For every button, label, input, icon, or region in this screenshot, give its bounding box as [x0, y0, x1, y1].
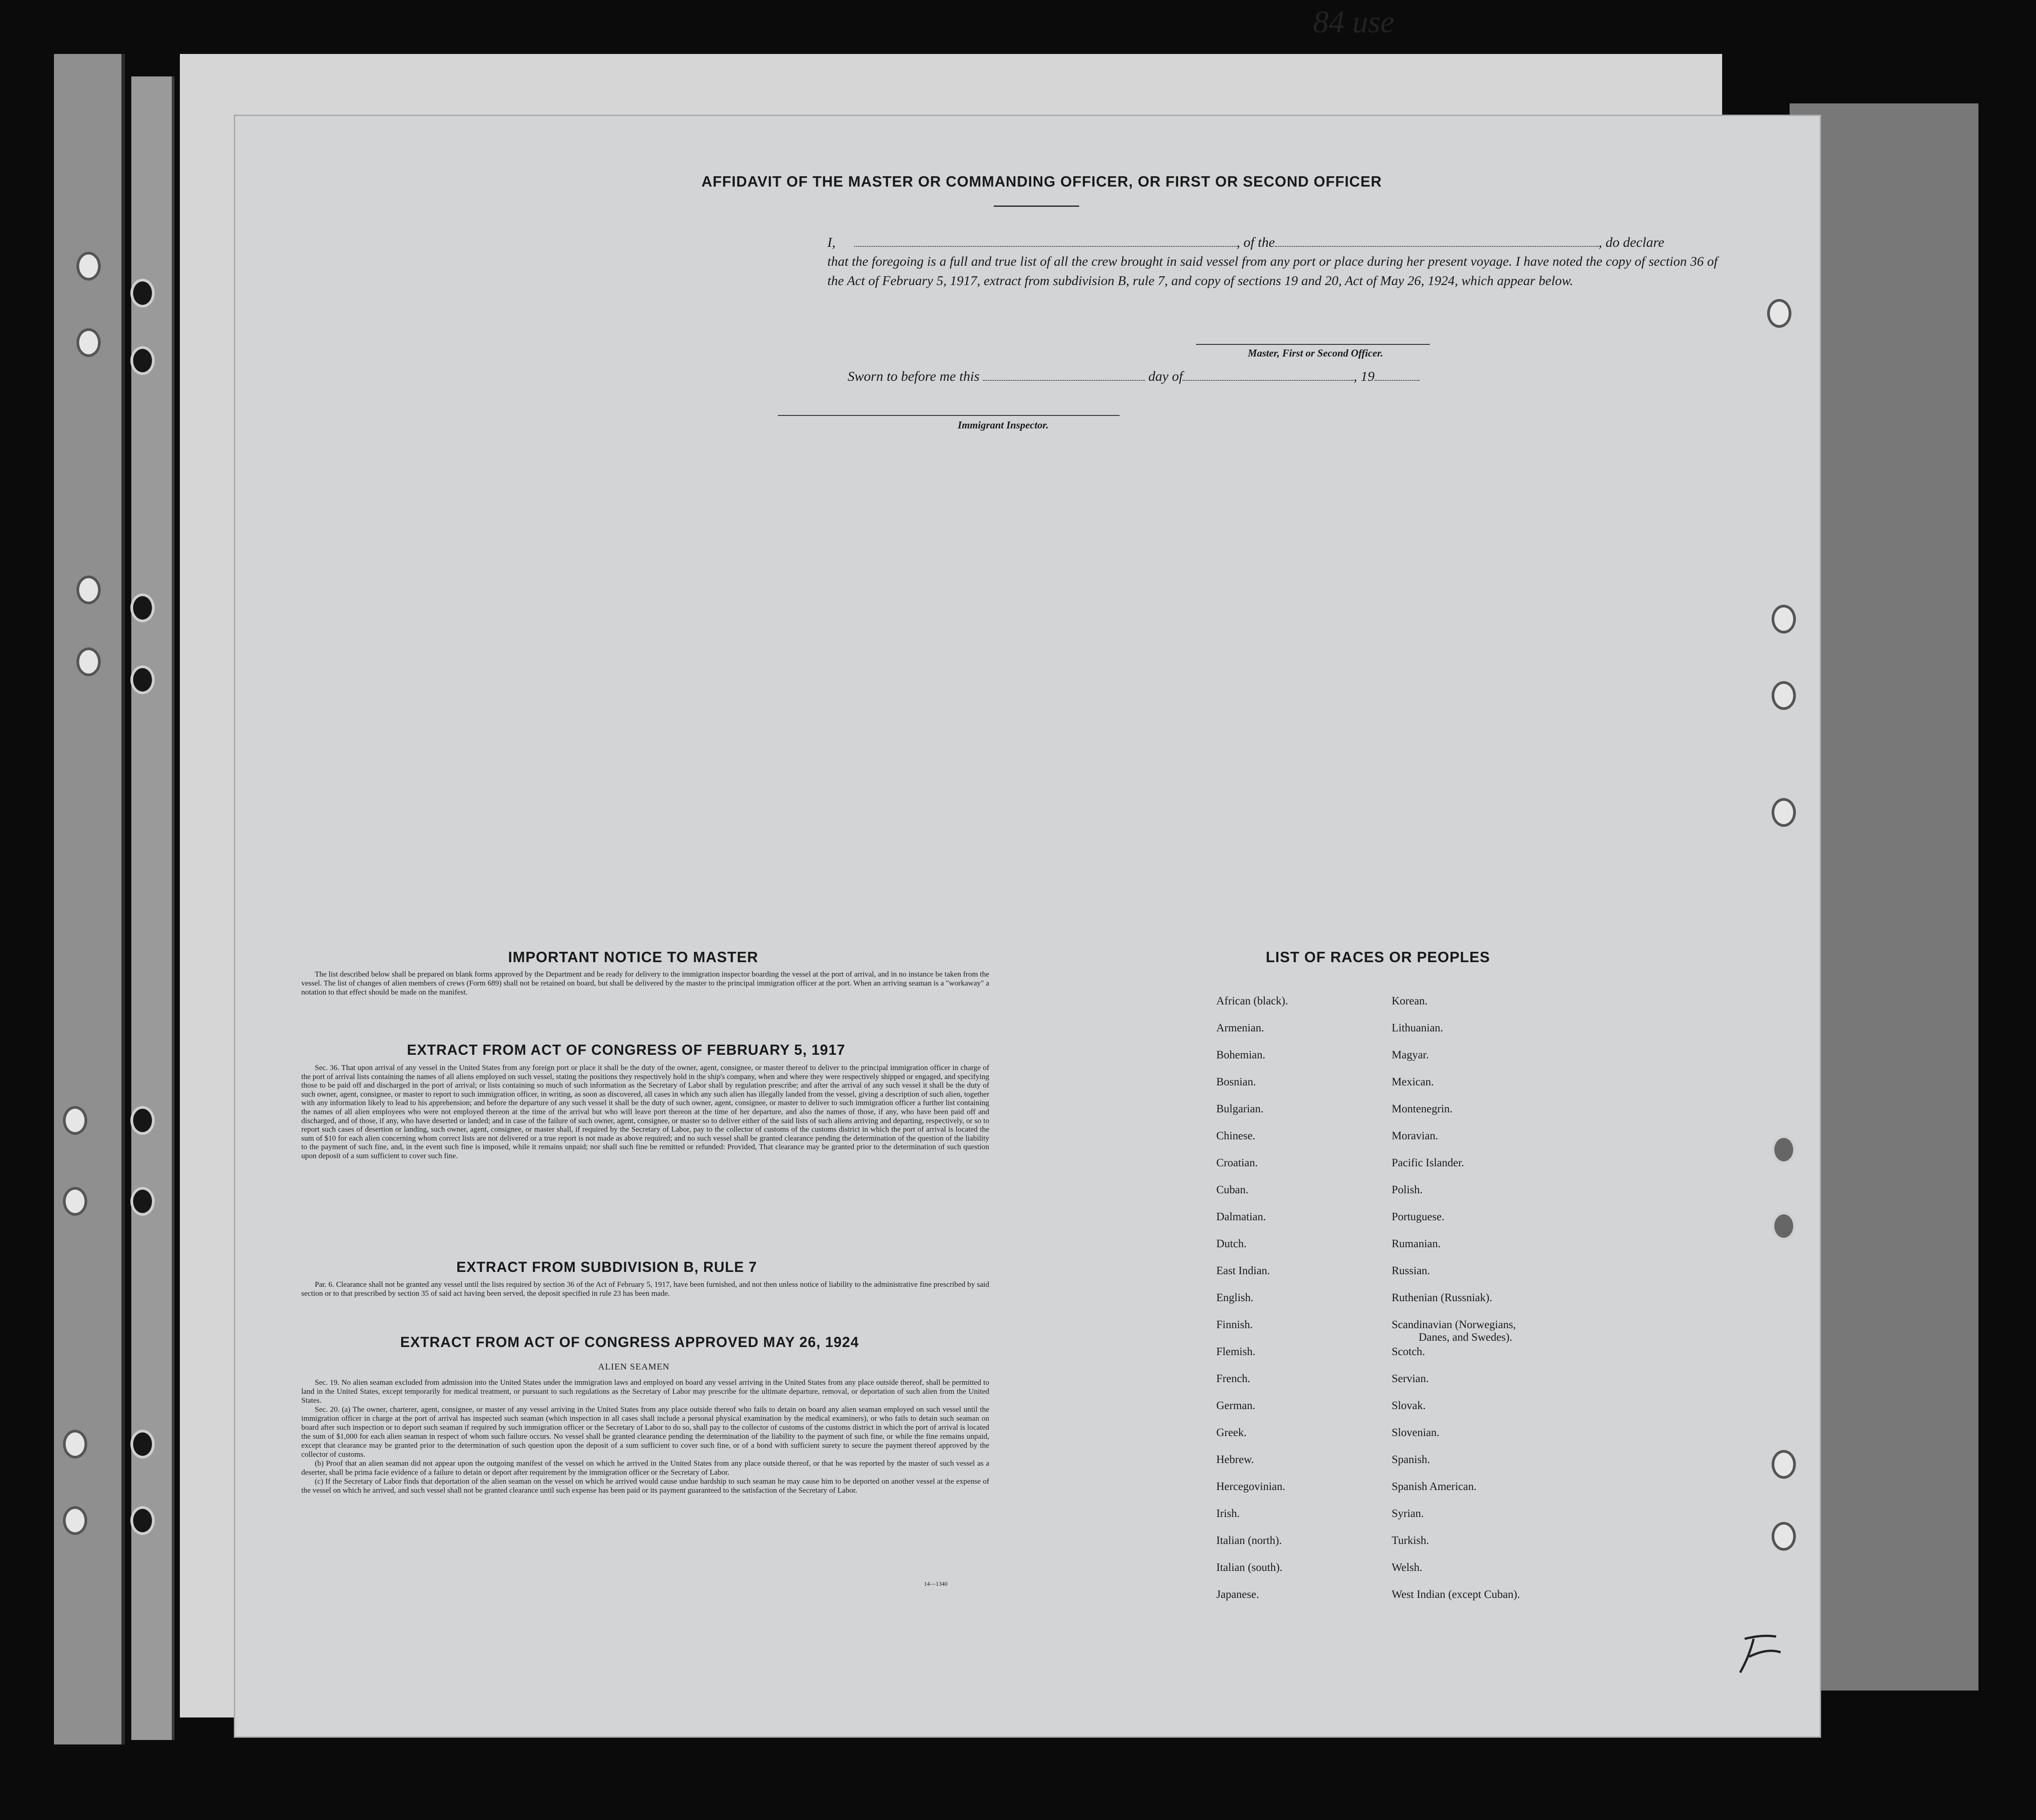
race-item: Flemish. — [1216, 1346, 1255, 1358]
par-6-paragraph: Par. 6. Clearance shall not be granted any vessel until the lists required by section 36 of the Act of February 5, 1917, have been furnished, and not then unless notice of liability to the administrative fine prescribed by said section or to that prescribed by section 35 of said act having been served, the deposit specified in rule 23 has been made. — [301, 1280, 989, 1298]
race-item: East Indian. — [1216, 1265, 1270, 1277]
race-item: Welsh. — [1392, 1561, 1423, 1574]
page-hole — [1767, 299, 1791, 328]
race-item: German. — [1216, 1400, 1255, 1412]
race-item: Slovak. — [1392, 1400, 1426, 1412]
affidavit-of-the: , of the — [1237, 234, 1275, 250]
race-item: Dalmatian. — [1216, 1211, 1266, 1223]
races-title: LIST OF RACES OR PEOPLES — [1266, 949, 1490, 965]
binder-hole — [76, 252, 101, 281]
binder-hole — [63, 1187, 87, 1216]
race-item: Magyar. — [1392, 1049, 1429, 1061]
binder-hole — [130, 346, 155, 375]
race-item: Cuban. — [1216, 1184, 1249, 1196]
race-item: Turkish. — [1392, 1535, 1429, 1547]
race-item: Moravian. — [1392, 1130, 1438, 1142]
section-20c-paragraph: (c) If the Secretary of Labor finds that deportation of the alien seaman on the vessel on which he arrived would cause undue hardship to such seaman he may cause him to be deported on another vessel at the expense of the vessel on which he arrived, and such vessel shall not be granted clearance until such expense has been paid or its payment guaranteed to the satisfaction of the Secretary of Labor. — [301, 1477, 989, 1494]
extract-rule7-text — [301, 1280, 989, 1298]
race-item: Syrian. — [1392, 1508, 1424, 1520]
binder-hole — [130, 593, 155, 622]
race-item: Chinese. — [1216, 1130, 1255, 1142]
binder-hole — [63, 1506, 87, 1535]
title-underline — [994, 205, 1079, 207]
handwritten-mark — [1736, 1630, 1799, 1679]
extract-1924-text — [301, 1378, 989, 1495]
race-item: West Indian (except Cuban). — [1392, 1588, 1520, 1601]
race-item: Armenian. — [1216, 1022, 1264, 1034]
sworn-line — [848, 366, 1738, 386]
sworn-day-of: day of — [1148, 368, 1183, 384]
race-item: Hercegovinian. — [1216, 1481, 1286, 1493]
race-item: Scotch. — [1392, 1346, 1425, 1358]
race-item: Slovenian. — [1392, 1427, 1440, 1439]
race-item: Bosnian. — [1216, 1076, 1256, 1088]
binder-strip-inner — [131, 76, 174, 1740]
race-item: French. — [1216, 1373, 1250, 1385]
affidavit-declare: , do declare — [1598, 234, 1665, 250]
day-blank — [983, 368, 1145, 381]
race-item: Montenegrin. — [1392, 1103, 1453, 1115]
page-hole — [1772, 605, 1796, 633]
notice-text — [301, 970, 989, 997]
race-item: Ruthenian (Russniak). — [1392, 1292, 1492, 1304]
extract-rule7-title: EXTRACT FROM SUBDIVISION B, RULE 7 — [456, 1259, 757, 1275]
master-signature-line — [1196, 344, 1430, 345]
page-hole — [1772, 1212, 1796, 1240]
binder-hole — [130, 665, 155, 694]
year-blank — [1375, 368, 1420, 381]
race-item: Mexican. — [1392, 1076, 1434, 1088]
page-hole — [1772, 681, 1796, 710]
races-right-column — [1392, 995, 1520, 1615]
notice-paragraph: The list described below shall be prepared on blank forms approved by the Department and be ready for delivery to the immigration inspector boarding the vessel at the port of arrival, and in no instance be taken from the vessel. The list of changes of alien members of crews (Form 689) shall not be retained on board, but shall be delivered by the master to the principal immigration officer at the port. When an arriving seaman is a "workaway" a notation to that effect should be made on the manifest. — [301, 970, 989, 996]
name-blank — [854, 234, 1237, 247]
race-item: Hebrew. — [1216, 1454, 1254, 1466]
binder-hole — [63, 1106, 87, 1135]
affidavit-title: AFFIDAVIT OF THE MASTER OR COMMANDING OFFICER, OR FIRST OR SECOND OFFICER — [701, 173, 1382, 190]
handwritten-margin-note: 84 use — [1313, 5, 1394, 40]
race-item: Servian. — [1392, 1373, 1429, 1385]
binder-hole — [63, 1430, 87, 1459]
race-item: Polish. — [1392, 1184, 1423, 1196]
race-item: Italian (north). — [1216, 1535, 1282, 1547]
page-hole — [1772, 1450, 1796, 1479]
page-hole — [1772, 1522, 1796, 1551]
race-item: Greek. — [1216, 1427, 1247, 1439]
race-item-line2: Danes, and Swedes). — [1419, 1331, 1513, 1343]
race-item: Lithuanian. — [1392, 1022, 1443, 1034]
master-caption: Master, First or Second Officer. — [1248, 348, 1384, 359]
section-36-paragraph: Sec. 36. That upon arrival of any vessel in the United States from any foreign port or place it shall be the duty of the owner, agent, consignee, or master thereof to deliver to the principal immigration officer in charge of the port of arrival lists containing the names of all aliens employed on such vessel, stating the positions they respectively hold in the ship's company, when and where they were respectively shipped or engaged, and specifying those to be paid off and discharged in the port of arrival; or lists containing so much of such information as the Secretary of Labor shall by regulation prescribe; and after the arrival of any such vessel it shall be the duty of such owner, agent, consignee, or master to report to such immigration officer, in writing, as soon as discovered, all cases in which any such alien has illegally landed from the vessel, giving a description of such alien, together with any information likely to lead to his apprehension; and before the departure of any such vessel it shall be the duty of such owner, agent, consignee, or master to deliver to such immigration officer a further list containing the names of all alien employees who were not employed thereon at the time of the arrival but who will leave port thereon at the time of her departure, and also the names of those, if any, who have been paid off and discharged, and of those, if any, who have deserted or landed; and in case of the failure of such owner, agent, consignee, or master so to deliver either of the said lists of such aliens arriving and departing, respectively, or so to report such cases of desertion or landing, such owner, agent, consignee, or master shall, if required by the Secretary of Labor, pay to the collector of customs of the customs district in which the port of arrival is located the sum of $10 for each alien concerning whom correct lists are not delivered or a true report is not made as above required; and no such vessel shall be granted clearance pending the determination of the question of the liability to the payment of such fine, and, in the event such fine is imposed, while it remains unpaid; nor shall such fine be remitted or refunded: Provided, That clearance may be granted prior to the determination of such question upon deposit of a sum sufficient to cover such fine. — [301, 1063, 989, 1160]
race-item: Russian. — [1392, 1265, 1430, 1277]
alien-seamen-subtitle: ALIEN SEAMEN — [598, 1362, 670, 1372]
binder-hole — [130, 1187, 155, 1216]
extract-1924-title: EXTRACT FROM ACT OF CONGRESS APPROVED MAY 26, 1924 — [400, 1334, 859, 1350]
race-item: Italian (south). — [1216, 1561, 1283, 1574]
race-item: Spanish American. — [1392, 1481, 1477, 1493]
vessel-blank — [1275, 234, 1598, 247]
sworn-year: , 19 — [1353, 368, 1375, 384]
binder-hole — [130, 1506, 155, 1535]
affidavit-i: I, — [827, 234, 836, 250]
binder-hole — [76, 575, 101, 604]
section-19-paragraph: Sec. 19. No alien seaman excluded from admission into the United States under the immigration laws and employed on board any vessel arriving in the United States from any place outside thereof, shall be permitted to land in the United States, except temporarily for medical treatment, or pursuant to such regulations as the Secretary of Labor may prescribe for the ultimate departure, removal, or deportation of such alien from the United States. — [301, 1378, 989, 1405]
race-item: African (black). — [1216, 995, 1288, 1007]
inspector-signature-line — [778, 415, 1120, 416]
form-number: 14—1340 — [924, 1580, 947, 1587]
month-blank — [1183, 368, 1353, 381]
race-item: Korean. — [1392, 995, 1428, 1007]
extract-1917-text — [301, 1063, 989, 1160]
affidavit-body: that the foregoing is a full and true list of all the crew brought in said vessel from any port or place during her present voyage. I have noted the copy of section 36 of the Act of February 5, 1917, extract from subdivision B, rule 7, and copy of sections 19 and 20, Act of May 26, 1924, which appear below. — [827, 254, 1718, 288]
binder-hole — [130, 1430, 155, 1459]
race-item: Portuguese. — [1392, 1211, 1445, 1223]
section-20a-paragraph: Sec. 20. (a) The owner, charterer, agent, consignee, or master of any vessel arriving in the United States from any place outside thereof who fails to detain on board any alien seaman employed on such vessel until the immigration officer in charge at the port of arrival has inspected such seaman (which inspection in all cases shall include a personal physical examination by the medical examiners), or who fails to detain such seaman on board after such inspection or to deport such seaman if required by such immigration officer or the Secretary of Labor to do so, shall pay to the collector of customs of the customs district in which the port of arrival is located the sum of $1,000 for each alien seaman in respect of whom such failure occurs. No vessel shall be granted clearance pending the determination of the liability to the payment of such fine, or while the fine remains unpaid, except that clearance may be granted prior to the determination of such question upon the deposit of a sum sufficient to cover such fine, or of a bond with sufficient surety to secure the payment thereof approved by the collector of customs. — [301, 1405, 989, 1459]
race-item: Irish. — [1216, 1508, 1240, 1520]
race-item: Bulgarian. — [1216, 1103, 1264, 1115]
section-20b-paragraph: (b) Proof that an alien seaman did not appear upon the outgoing manifest of the vessel on which he arrived in the United States from any place outside thereof, or that he was reported by the master of such vessel as a deserter, shall be prima facie evidence of a failure to detain or deport after requirement by the immigration officer or the Secretary of Labor. — [301, 1459, 989, 1477]
page-hole — [1772, 1135, 1796, 1164]
inspector-caption: Immigrant Inspector. — [958, 419, 1049, 431]
race-item: English. — [1216, 1292, 1254, 1304]
notice-title: IMPORTANT NOTICE TO MASTER — [508, 949, 759, 965]
binder-hole — [76, 647, 101, 676]
race-item: Pacific Islander. — [1392, 1157, 1464, 1169]
binder-hole — [130, 279, 155, 308]
binder-strip-outer — [54, 54, 125, 1744]
extract-1917-title: EXTRACT FROM ACT OF CONGRESS OF FEBRUARY 5, 1917 — [407, 1042, 845, 1058]
page-hole — [1772, 798, 1796, 827]
affidavit-declaration-line — [827, 232, 1718, 252]
race-item — [1392, 1319, 1520, 1346]
race-item: Dutch. — [1216, 1238, 1247, 1250]
race-item-line1: Scandinavian (Norwegians, — [1392, 1319, 1516, 1331]
binder-hole — [130, 1106, 155, 1135]
race-item: Finnish. — [1216, 1319, 1253, 1331]
race-item: Spanish. — [1392, 1454, 1430, 1466]
sworn-before: Sworn to before me this — [848, 368, 980, 384]
race-item: Rumanian. — [1392, 1238, 1441, 1250]
document-page — [234, 115, 1821, 1738]
race-item: Bohemian. — [1216, 1049, 1266, 1061]
races-left-column — [1216, 995, 1288, 1615]
race-item: Japanese. — [1216, 1588, 1259, 1601]
race-item: Croatian. — [1216, 1157, 1258, 1169]
binder-hole — [76, 328, 101, 357]
